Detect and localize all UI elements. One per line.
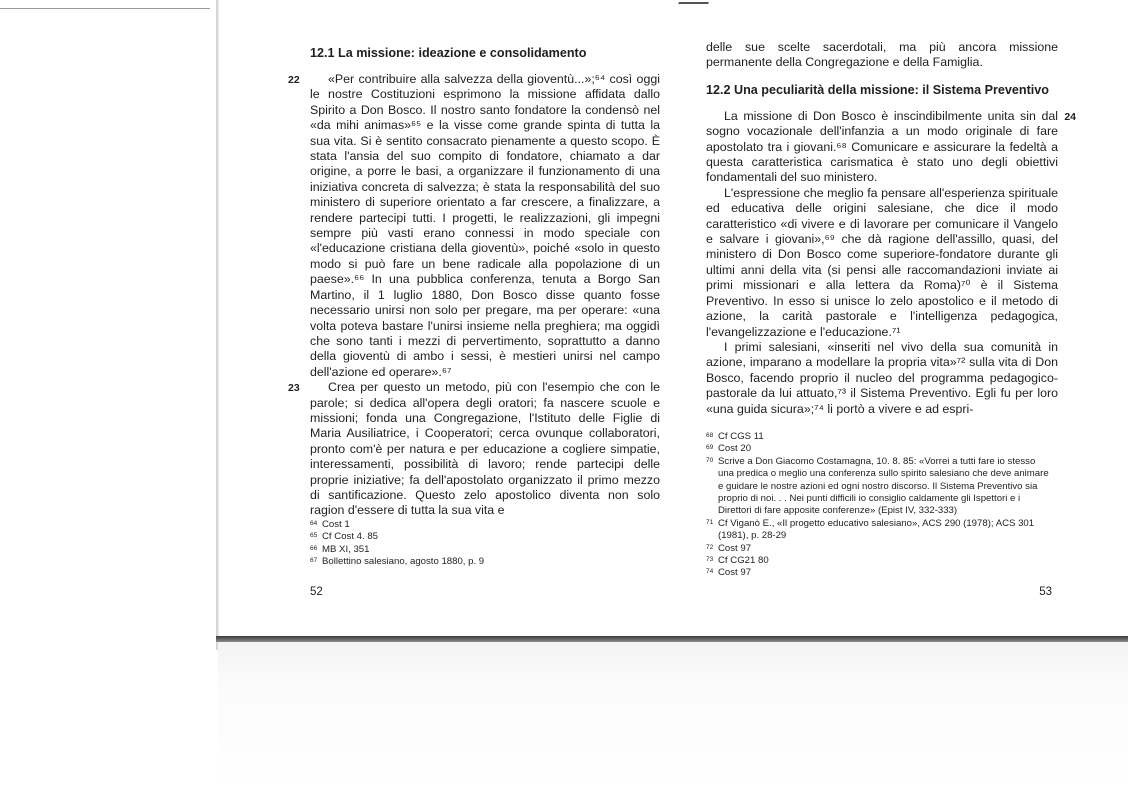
footnote-text: Cf Cost 4. 85 <box>322 531 378 543</box>
footnotes <box>706 431 1051 580</box>
paragraph <box>288 380 660 519</box>
right-page <box>706 40 1076 598</box>
footnote <box>706 456 1051 518</box>
paragraph <box>288 72 660 380</box>
book-edge-top <box>0 8 210 9</box>
paragraph-text: I primi salesiani, «inseriti nel vivo della sua comunità in azione, imparano a modellare la propria vita»⁷² sulla vita di Don Bosco, facendo proprio il nucleo del programma pedagogico-pastorale da lui attuato,⁷³ il Sistema Preventivo. Egli fu per loro «una guida sicura»;⁷⁴ li portò a vivere e ad espri- <box>706 339 1058 416</box>
page-number: 53 <box>1039 586 1052 598</box>
paragraph <box>706 340 1058 417</box>
book-bottom-shadow <box>218 642 1128 793</box>
section-heading: 12.1 La missione: ideazione e consolidamento <box>310 46 587 60</box>
page-number: 52 <box>310 586 323 598</box>
footnote <box>706 443 1051 455</box>
book-spine <box>216 0 219 650</box>
footnote <box>310 544 640 556</box>
footnote-number: 74 <box>706 568 714 576</box>
footnote <box>310 556 640 568</box>
footnote <box>706 431 1051 443</box>
left-page <box>288 40 660 598</box>
footnote-number: 70 <box>706 456 714 464</box>
footnote-number: 67 <box>310 557 318 565</box>
footnote-text: Cf Viganò E., «Il progetto educativo salesiano», ACS 290 (1978); ACS 301 (1981), p. 28-29 <box>718 517 1035 542</box>
footnote-text: Cost 97 <box>718 542 752 554</box>
paragraph <box>706 108 1076 186</box>
margin-number: 22 <box>288 74 300 86</box>
footnote-number: 65 <box>310 532 318 540</box>
footnotes <box>310 519 640 569</box>
footnote-text: Cost 1 <box>322 519 350 530</box>
footnote-number: 69 <box>706 444 714 452</box>
footnote-number: 73 <box>706 556 714 564</box>
paragraph-text: La missione di Don Bosco è inscindibilmente unita sin dal sogno vocazionale dell'infanzia a un modo originale di fare apostolato tra i giovani.⁶⁸ Comunicare e assicurare la fedeltà a questa caratteristica carismatica è stato uno degli obiettivi fondamentali del suo ministero. <box>706 108 1058 185</box>
footnote-text: Cf CG21 80 <box>718 555 769 567</box>
section-heading: 12.2 Una peculiarità della missione: il Sistema Preventivo <box>706 82 1049 97</box>
margin-number: 23 <box>288 382 300 395</box>
gutter-mark <box>673 2 709 18</box>
footnote-number: 64 <box>310 520 318 527</box>
paragraph-text: Crea per questo un metodo, più con l'esempio che con le parole; si dedica all'opera degli oratori; fa nascere scuole e missioni; fonda una Congregazione, l'Istituto delle Figlie di Maria Ausiliatrice, i Cooperatori; cerca ovunque collaboratori, pronto com'è per natura e per educazione a cogliere simpatie, interessamenti, possibilità di lavoro; rende partecipi delle proprie iniziative; fa dell'apostolato organizzato il primo mezzo di santificazione. Questo zelo apostolico diventa non solo ragion d'essere di tutta la sua vita e <box>310 380 660 518</box>
footnote-number: 68 <box>706 432 714 439</box>
footnote-number: 71 <box>706 518 714 526</box>
footnote <box>706 567 1051 579</box>
footnote-number: 72 <box>706 543 714 551</box>
footnote <box>706 555 1051 567</box>
footnote <box>706 518 1051 543</box>
paragraph <box>706 186 1058 340</box>
footnote-number: 66 <box>310 544 318 552</box>
footnote <box>310 531 640 543</box>
margin-number: 24 <box>1064 110 1076 123</box>
footnote <box>310 519 640 531</box>
paragraph-text: L'espressione che meglio fa pensare all'esperienza spirituale ed educativa delle origini salesiane, che dice il modo caratteristico «di vivere e di lavorare per comunicare il Vangelo e salvare i giovani»,⁶⁹ che dà ragione dell'assillo, quasi, del ministero di Don Bosco come superiore-fondatore durante gli ultimi anni della vita (si pensi alle raccomandazioni inviate ai primi missionari e alla lettera da Roma)⁷⁰ è il Sistema Preventivo. In esso si unisce lo zelo apostolico e il metodo di azione, la carità pastorale e l'intelligenza pedagogica, l'evangelizzazione e l'educazione.⁷¹ <box>706 185 1058 339</box>
footnote <box>706 543 1051 555</box>
footnote-text: Cf CGS 11 <box>718 431 764 442</box>
footnote-text: MB XI, 351 <box>322 543 370 555</box>
footnote-text: Scrive a Don Giacomo Costamagna, 10. 8. 85: «Vorrei a tutti fare io stesso una predica o meglio una conferenza sullo spirito salesiano che deve animare e guidare le nostre azioni ed ogni nostro discorso. Il Sistema Preventivo sia proprio di noi. . . Nei punti difficili io consiglio caldamente gli Ispettori e i Direttori di fare apposite conferenze» (Epist IV, 332-333) <box>718 455 1049 517</box>
paragraph-text: «Per contribuire alla salvezza della gioventù...»;⁶⁴ così oggi le nostre Costituzioni esprimono la missione affidata dallo Spirito a Don Bosco. Il nostro santo fondatore la condensò nel «da mihi animas»⁶⁵ e la visse come grande spinta di tutta la sua vita. Si è sentito consacrato pienamente a questo scopo. È stata l'ansia del suo compito di fondatore, chiamato a dar origine, a porre le basi, a organizzare il funzionamento di una iniziativa concreta di salvezza; è stata la responsabilità del suo ministero di superiore orientato a far crescere, a finalizzare, a rendere partecipi tutti. I progetti, le realizzazioni, gli impegni sempre più vasti erano connessi in modo speciale con «l'educazione cristiana della gioventù», poiché «solo in questo modo si può fare un bene radicale alla popolazione di un paese».⁶⁶ In una pubblica conferenza, tenuta a Borgo San Martino, il 1 luglio 1880, Don Bosco disse quanto fosse necessario unirsi non solo per pregare, ma per operare: «una volta poteva bastare l'unirsi insieme nella preghiera; ma oggidì che sono tanti i mezzi di pervertimento, soprattutto a danno della gioventù di ambo i sessi, è mestieri unirsi nel campo dell'azione ed operare».⁶⁷ <box>310 72 660 379</box>
footnote-text: Cost 20 <box>718 443 752 455</box>
paragraph-continuation: delle sue scelte sacerdotali, ma più ancora missione permanente della Congregazione e della Famiglia. <box>706 40 1058 70</box>
footnote-text: Bollettino salesiano, agosto 1880, p. 9 <box>322 556 485 568</box>
footnote-text: Cost 97 <box>718 567 752 579</box>
